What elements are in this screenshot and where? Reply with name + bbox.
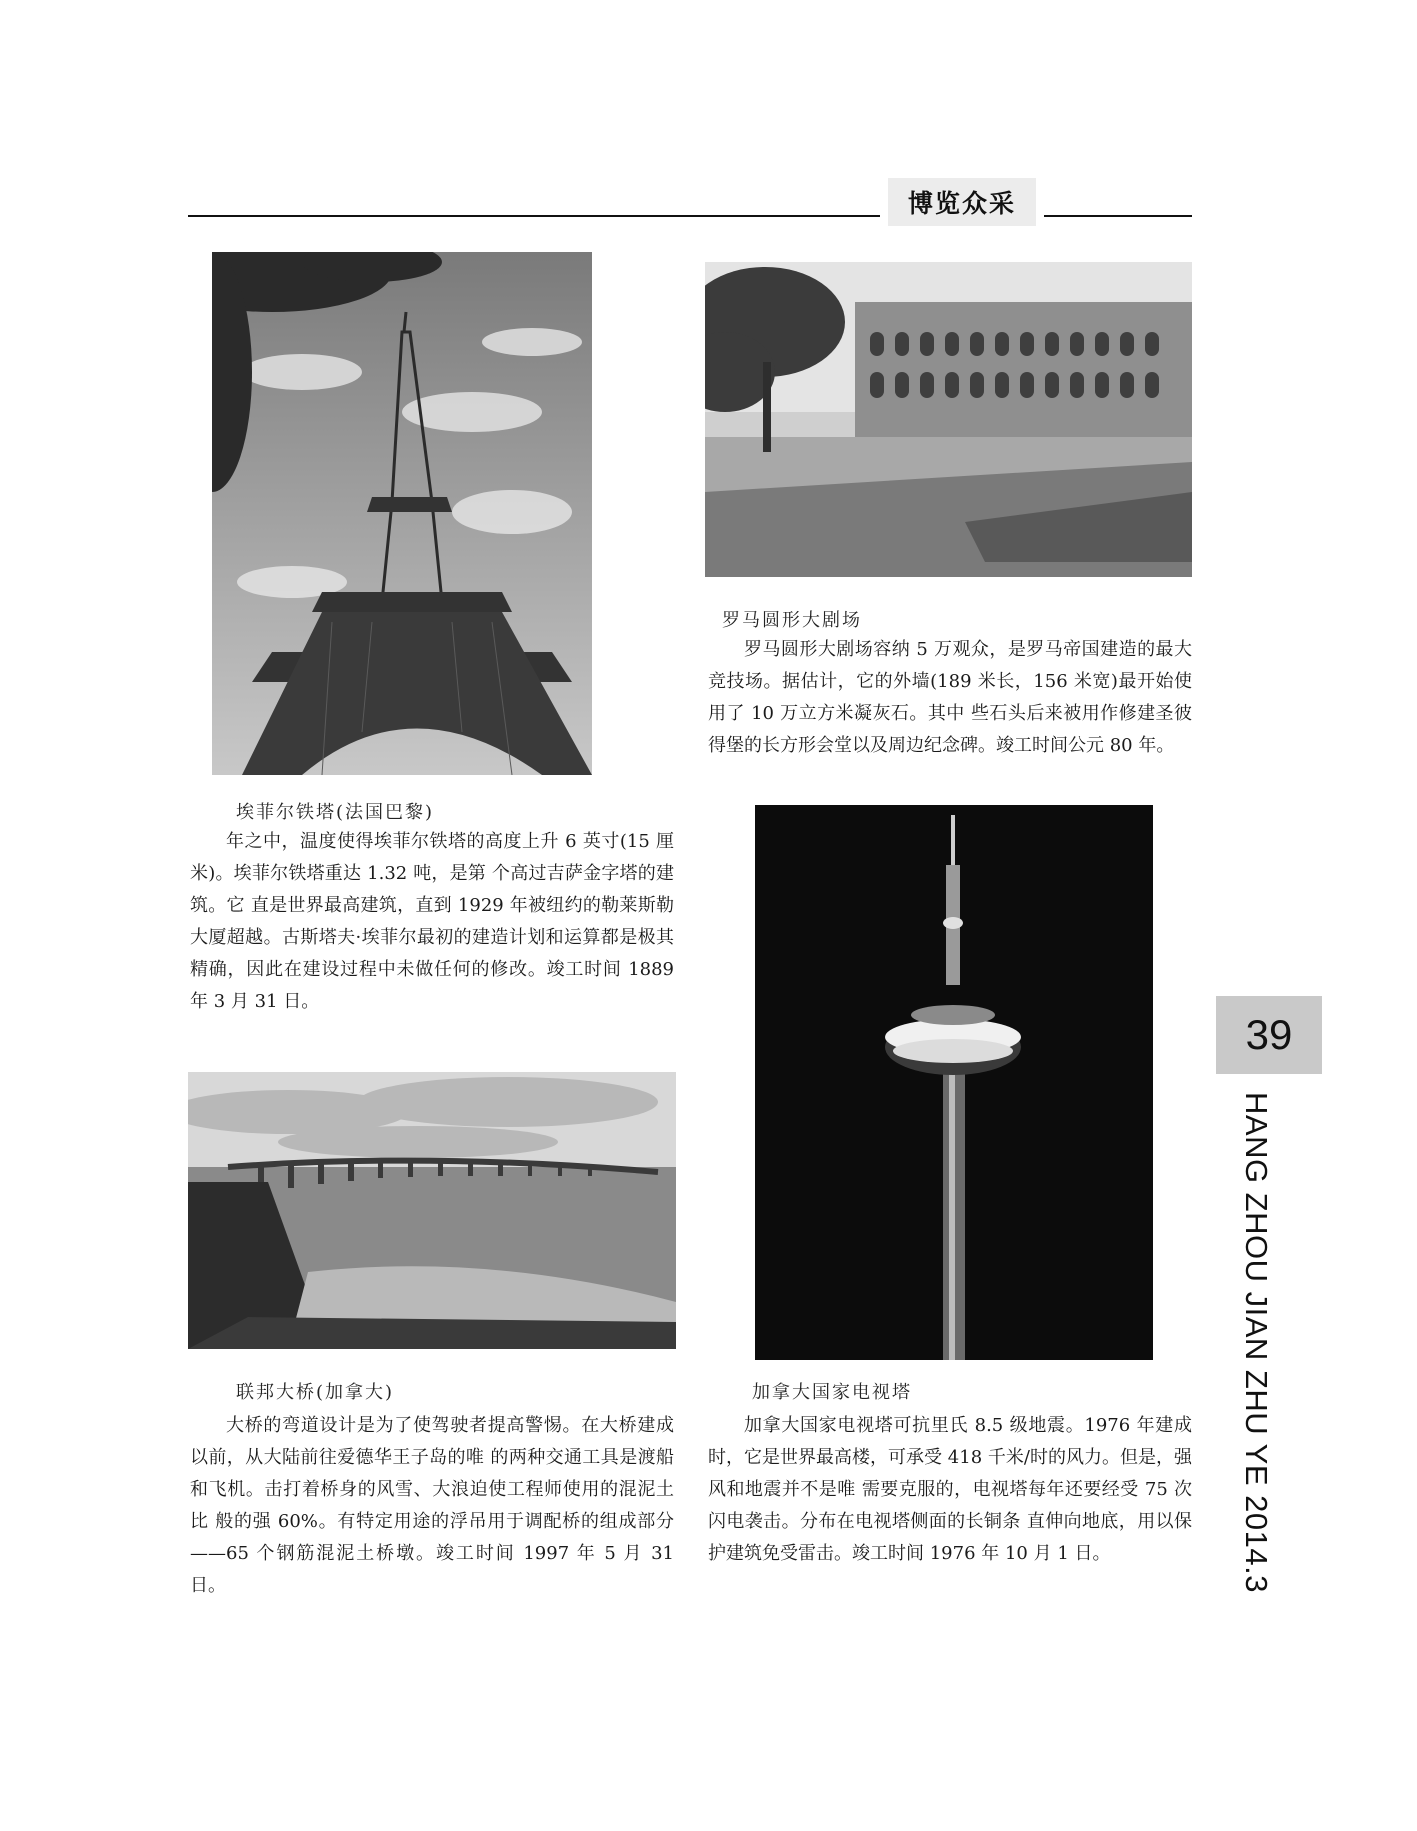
- header-rule-right: [1044, 215, 1192, 217]
- cn-tower-photo: [755, 805, 1153, 1360]
- section-header: [888, 178, 1036, 226]
- eiffel-tower-photo: [212, 252, 592, 775]
- journal-issue-label: HANG ZHOU JIAN ZHU YE 2014.3: [1239, 1092, 1274, 1593]
- bridge-paragraph: 大桥的弯道设计是为了使驾驶者提高警惕。在大桥建成以前，从大陆前往爱德华王子岛的唯 的两种交通工具是渡船和飞机。击打着桥身的风雪、大浪迫使工程师使用的混泥土比 般的强 60%。有特定用途的浮吊用于调配桥的组成部分——65 个钢筋混泥土桥墩。竣工时间 1997 年 5 月 31 日。: [190, 1415, 674, 1596]
- colosseum-photo: [705, 262, 1192, 577]
- cntower-caption: 加拿大国家电视塔: [752, 1382, 912, 1403]
- colosseum-paragraph: 罗马圆形大剧场容纳 5 万观众，是罗马帝国建造的最大竞技场。据估计，它的外墙(189 米长，156 米宽)最开始使用了 10 万立方米凝灰石。其中 些石头后来被用作修建圣彼得堡的长方形会堂以及周边纪念碑。竣工时间公元 80 年。: [708, 639, 1192, 756]
- header-rule-left: [188, 215, 880, 217]
- cntower-paragraph: 加拿大国家电视塔可抗里氏 8.5 级地震。1976 年建成时，它是世界最高楼，可承受 418 千米/时的风力。但是，强风和地震并不是唯 需要克服的，电视塔每年还要经受 75 次闪电袭击。分布在电视塔侧面的长铜条 直伸向地底，用以保护建筑免受雷击。竣工时间 1976 年 10 月 1 日。: [708, 1415, 1192, 1564]
- page-number-tab: [1216, 996, 1322, 1074]
- section-title: 博览众采: [907, 189, 1016, 218]
- confederation-bridge-photo: [188, 1072, 676, 1349]
- eiffel-paragraph: 年之中，温度使得埃菲尔铁塔的高度上升 6 英寸(15 厘米)。埃菲尔铁塔重达 1.32 吨，是第 个高过吉萨金字塔的建筑。它 直是世界最高建筑，直到 1929 年被纽约的勒莱斯勒大厦超越。古斯塔夫·埃菲尔最初的建造计划和运算都是极其精确，因此在建设过程中未做任何的修改。竣工时间 1889 年 3 月 31 日。: [190, 831, 674, 1012]
- page-number: 39: [1245, 1011, 1293, 1058]
- colosseum-caption: 罗马圆形大剧场: [722, 610, 862, 631]
- eiffel-caption: 埃菲尔铁塔(法国巴黎): [236, 802, 435, 823]
- bridge-caption: 联邦大桥(加拿大): [236, 1382, 395, 1403]
